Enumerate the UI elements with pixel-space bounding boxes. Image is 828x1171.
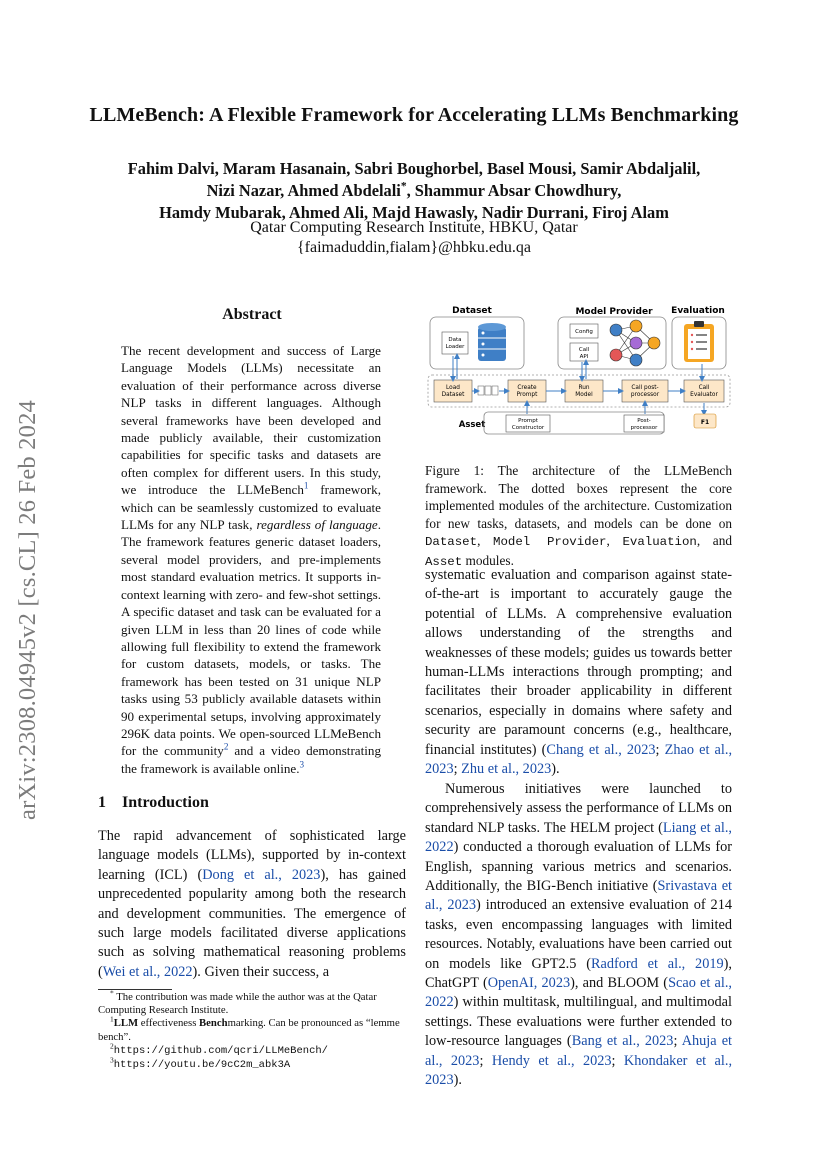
author-line-3: Hamdy Mubarak, Ahmed Ali, Majd Hawasly, Nadir Durrani, Firoj Alam <box>159 203 669 222</box>
asset-label: Constructor <box>511 425 545 431</box>
author-footnote-mark: * <box>400 180 407 193</box>
section-number: 1 <box>98 794 106 811</box>
caption-code: Evaluation <box>622 535 697 550</box>
caption-text: , <box>606 533 623 549</box>
body-text: ) conducted a thorough evaluation of LLMs for English, spanning various metrics and scenarios. Additionally, the BIG-Bench initiative ( <box>425 839 732 895</box>
paper-title: LLMeBench: A Flexible Framework for Accelerating LLMs Benchmarking <box>89 104 739 126</box>
abstract-emphasis: regardless of language <box>256 517 378 533</box>
footnote-url[interactable]: https://youtu.be/9cC2m_abk3A <box>113 1059 291 1072</box>
footnote-mark: 1 <box>110 1014 114 1024</box>
citation-link[interactable]: Hendy et al., 2023 <box>491 1052 612 1069</box>
body-text: ; <box>673 1033 682 1050</box>
abstract-body <box>121 342 381 777</box>
body-text: ), ChatGPT ( <box>425 955 732 992</box>
step-label: Model <box>575 392 593 398</box>
citation-link[interactable]: Ahuja et al., 2023 <box>425 1033 733 1069</box>
body-text: ). Given their success, a <box>192 963 330 980</box>
asset-label: processor <box>630 425 658 431</box>
abstract-text: . The framework features generic dataset loaders, several model providers, and pre-implements most standard evaluation metrics. It supports in-context learning with zero- and few-shot settings. A specific dataset and task can be evaluated for a given LLM in less than 20 lines of code while allowing full flexibility to extend the framework for custom datasets, models, or tasks. The framework has been tested on 31 unique NLP tasks using 53 publicly available datasets within 90 experimental setups, involving approximately 296K data points. We open-sourced LLMeBench for the community <box>121 517 381 759</box>
footnote <box>98 1055 406 1072</box>
citation-link[interactable]: Srivastava et al., 2023 <box>425 878 733 914</box>
figure-caption <box>425 462 732 572</box>
data-loader-label: Loader <box>445 344 465 350</box>
body-text: ; <box>453 761 462 778</box>
abstract-text: framework, which can be seamlessly customized to evaluate LLMs for any NLP task, <box>121 482 381 533</box>
footnote <box>98 1014 406 1043</box>
prompt-constructor-box <box>506 415 550 432</box>
architecture-figure <box>422 300 734 440</box>
f1-label: F1 <box>700 419 710 426</box>
call-api-label: Call <box>578 347 590 353</box>
footnote-url[interactable]: https://github.com/qcri/LLMeBench/ <box>113 1044 328 1057</box>
asset-label: Prompt <box>518 418 538 424</box>
caption-text: modules. <box>462 552 514 568</box>
footnote-text: effectiveness <box>138 1017 200 1030</box>
institute: Qatar Computing Research Institute, HBKU, Qatar <box>250 219 578 236</box>
step-create-prompt <box>508 380 546 402</box>
citation-link[interactable]: Dong et al., 2023 <box>202 866 321 883</box>
author-names: , Shammur Absar Chowdhury, <box>406 181 622 200</box>
body-text: Numerous initiatives were launched to comprehensively assess the performance of LLMs on standard NLP tasks. The HELM project ( <box>425 781 732 836</box>
body-paragraph <box>425 780 732 1091</box>
footnote-mark: 2 <box>110 1041 114 1051</box>
citation-link[interactable]: Chang et al., 2023 <box>546 741 656 758</box>
clipboard-icon <box>684 321 714 362</box>
body-paragraph <box>425 566 732 779</box>
arxiv-identifier: arXiv:2308.04945v2 [cs.CL] 26 Feb 2024 <box>14 400 41 820</box>
caption-text: Figure 1: The architecture of the LLMeBench framework. The dotted boxes represent the core implemented modules of the architecture. Customization for new tasks, datasets, and models can be done on <box>425 463 732 531</box>
step-label: Prompt <box>516 392 538 398</box>
database-icon <box>478 323 506 361</box>
step-label: Call <box>698 385 710 391</box>
f1-metric-box <box>694 414 716 428</box>
footnote-ref[interactable]: 2 <box>223 741 229 752</box>
footnote-mark: * <box>110 988 114 998</box>
caption-text: , <box>477 533 494 549</box>
step-call-postprocessor <box>622 380 668 402</box>
body-text: ) within multitask, multilingual, and multimodal settings. These evaluations were further extended to low-resource languages ( <box>425 994 732 1050</box>
call-api-label: API <box>579 354 589 360</box>
email: {faimaduddin,fialam}@hbku.edu.qa <box>296 239 532 256</box>
data-loader-label: Data <box>448 337 462 343</box>
arxiv-stamp <box>8 370 48 850</box>
footnote-mark: 3 <box>110 1055 114 1065</box>
data-loader-box <box>442 332 468 354</box>
citation-link[interactable]: Scao et al., 2022 <box>425 975 733 1011</box>
group-label-model-provider: Model Provider <box>575 307 653 317</box>
body-text: systematic evaluation and comparison against state-of-the-art is important to accurately gauge the potential of LLMs. A comprehensive evaluation allows understanding of the strengths and weaknesses of these models; guides us towards better human-LLMs interactions through prompting; and facilitates their broader applicability in different scenarios, especially in domains where safety and security are paramount concerns (e.g., healthcare, financial institutes) ( <box>425 567 732 758</box>
citation-link[interactable]: Zhu et al., 2023 <box>461 761 552 778</box>
step-run-model <box>565 380 603 402</box>
step-label: processor <box>630 392 660 398</box>
body-text: ; <box>479 1052 492 1069</box>
footnote-bold: LLM <box>113 1017 139 1030</box>
section-title: Introduction <box>122 794 209 811</box>
neural-network-icon <box>610 320 660 366</box>
abstract-text: and a video demonstrating the framework is available online. <box>121 743 381 776</box>
caption-text: , and <box>696 533 732 549</box>
step-label: Evaluator <box>690 392 718 398</box>
group-label-dataset: Dataset <box>452 306 492 316</box>
author-names: Nizi Nazar, Ahmed Abdelali <box>206 181 401 200</box>
caption-code: Model Provider <box>493 535 607 550</box>
body-text: ), has gained unprecedented popularity among both the research and development communities. The emergence of such large models facilitated diverse applications such as solving mathematical reasoning problems ( <box>98 866 407 980</box>
affiliation <box>0 218 828 258</box>
asset-label: Post- <box>637 418 651 424</box>
citation-link[interactable]: Bang et al., 2023 <box>571 1033 674 1050</box>
citation-link[interactable]: Wei et al., 2022 <box>102 963 193 980</box>
author-line-1: Fahim Dalvi, Maram Hasanain, Sabri Boughorbel, Basel Mousi, Samir Abdaljalil, <box>127 159 701 178</box>
body-text: ). <box>551 761 560 778</box>
citation-link[interactable]: Zhao et al., 2023 <box>425 741 733 778</box>
body-text: ), and BLOOM ( <box>570 975 669 992</box>
citation-link[interactable]: Liang et al., 2022 <box>425 819 733 856</box>
section-heading <box>98 794 406 812</box>
body-text: ) introduced an extensive evaluation of 214 tasks, even encompassing languages with limited resources. Notably, evaluations have been carried out on models like GPT2.5 ( <box>425 897 732 972</box>
footnotes <box>98 988 406 1072</box>
citation-link[interactable]: Khondaker et al., 2023 <box>425 1052 733 1089</box>
document-stack-icon <box>478 386 498 395</box>
footnote-text: marking. Can be pronounced as “lemme bench”. <box>98 1017 400 1043</box>
step-load-dataset <box>434 380 472 402</box>
footnote-ref[interactable]: 3 <box>299 759 305 770</box>
citation-link[interactable]: OpenAI, 2023 <box>487 975 571 992</box>
post-processor-box <box>624 415 664 432</box>
body-text: The rapid advancement of sophisticated large language models (LLMs), supported by in-context learning (ICL) ( <box>98 828 406 883</box>
group-label-asset: Asset <box>458 420 486 430</box>
abstract-heading: Abstract <box>222 306 282 323</box>
step-call-evaluator <box>684 380 724 402</box>
footnote-ref[interactable]: 1 <box>303 480 309 491</box>
caption-code: Dataset <box>425 535 478 550</box>
body-text: ). <box>453 1072 462 1089</box>
step-label: Create <box>517 385 537 391</box>
body-text: ; <box>611 1052 624 1069</box>
footnote-text: The contribution was made while the author was at the Qatar Computing Research Institute. <box>98 991 377 1017</box>
config-label: Config <box>575 329 593 335</box>
citation-link[interactable]: Radford et al., 2019 <box>590 955 724 972</box>
footnote-bold: Bench <box>199 1017 228 1030</box>
caption-code: Asset <box>425 554 463 569</box>
footnote <box>98 1041 406 1058</box>
step-label: Dataset <box>441 392 465 398</box>
author-line-2 <box>0 180 828 202</box>
step-label: Run <box>578 385 590 391</box>
step-label: Call post- <box>631 385 659 391</box>
step-label: Load <box>446 385 460 391</box>
footnote <box>98 988 406 1017</box>
intro-paragraph <box>98 827 406 982</box>
group-label-evaluation: Evaluation <box>671 306 725 316</box>
author-list <box>0 158 828 224</box>
abstract-text: The recent development and success of Large Language Models (LLMs) necessitate an evaluation of their performance across diverse NLP tasks in different languages. Although several frameworks have been developed and made publicly available, their customization capabilities for specific tasks and datasets are often complex for different users. In this study, we introduce the LLMeBench <box>121 343 381 498</box>
body-text: ; <box>655 741 665 758</box>
